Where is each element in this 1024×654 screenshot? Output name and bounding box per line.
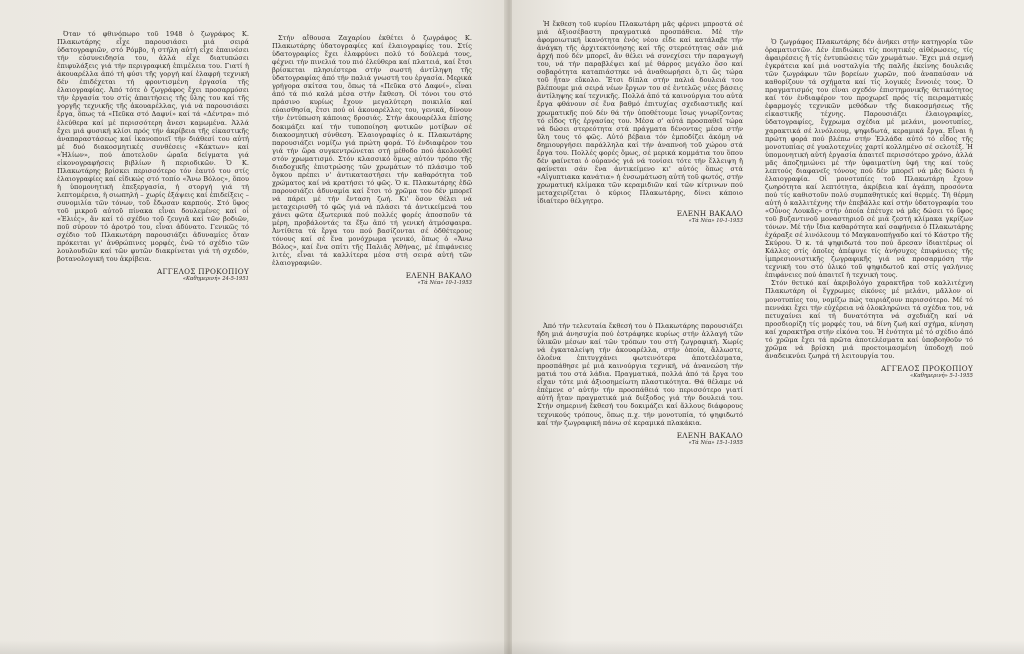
- review-text: Ὁ ζωγράφος Πλακωτάρης δέν ἀνήκει στήν κατηγορία τῶν ὀραματιστῶν. Δέν ἐπιδιώκει τίς ποιητικές αἰθέρωσεις, τίς ἀφαιρέσεις ἤ τίς ἐντυπώσεις τῶν χρωμάτων. Ἔχει μιά σεμνή ἐγκράτεια καί μιά νοσταλγία τῆς παλῆς ἐκείνης δουλειᾶς τῶν ζωγράφων τῶν βορείων χωρῶν, πού ἀναπαύσαν νά καθορίζουν τά σχήματα καί τίς λογικές ἔννοιές τους. Ὁ πραγματισμός του εἶναι σχεδόν ἐπιστημονικῆς θετικότητος καί τόν ἐνδιαφέρον του προχωρεῖ πρός τίς πειραματικές ἐφαρμογές τεχνικῶν μεθόδων τῆς διακοσμήσεως τῆς εἰκαστικῆς τέχνης. Παρουσιάζει ἐλαιογραφίες, ὑδατογραφίες, ἔγχρωμα σχέδια μέ μελάνι, μονοτυπίες, χαρακτικά σέ λινόλεουμ, ψηφιδωτά, κεραμικά ἔργα. Εἶναι ἡ πρώτη φορά πού βλέπω στήν Ἑλλάδα αὐτό τό εἶδος τῆς μονοτυπίας σέ γυαλοτεχνίες χαρτί κολλημένο σέ σελοτέξ. Ἡ ὑπομονητική αὐτή ἐργασία ἀπαιτεῖ περισσότερο χρόνο, ἀλλά μᾶς ἀποζημιώνει μέ τήν ὑφαιματίνη ὑφή της καί τούς λεπτούς διαφανεῖς τόνους πού δέν μπορεῖ νά μᾶς δώσει ἡ ἐλαιογραφία. Οἱ μονοτυπίες τοῦ Πλακωτάρη ἔχουν ζωηρότητα καί λεπτότητα, ἀκρίβεια καί ἀγάπη, προσόντα πού τίς καθιστοῦν πολύ συμπαθητικές καί θερμές. Τή θέρμη αὐτή ὁ καλλιτέχνης τήν ἐπεβάλλε καί στήν ὑδατογραφία του «Οὖνος Λουκᾶς» στήν ὁποία ἐπέτυχε νά μᾶς δώσει τό ὕφος τοῦ βυζαντινοῦ μοναστηριοῦ σέ μιά ζεστή κλίμακα γκρίζων τόνων. Μέ τήν ἴδια καθαρότητα καί σαφήνεια ὁ Πλακωτάρης ἐχάραξε σέ λινόλεουμ τό Μαγκανοπήγαδο καί τό Κάστρο τῆς Σκύρου. Ὁ κ. τά ψηφιδωτά του πού ἄρεσαν ἰδιαιτέρως οἱ Κάλλες στίς ὁποῖες ἀπέφυγε τίς ἀνήσυχες ἐπιφάνειες τῆς ἰμπρεσιονιστικῆς ζωγραφικῆς γιά νά προσαρμόση τήν τεχνική του στό ὑλικό τοῦ ψηφιδωτοῦ καί στίς γαλήνιες ἐπιφάνειες πού ἀπαιτεῖ ἡ τεχνική τους.: [765, 38, 973, 280]
- review-text: Στήν αἴθουσα Ζαχαρίου ἐκθέτει ὁ ζωγράφος Κ. Πλακωτάρης ὑδατογραφίες καί ἐλαιογραφίες του. Στίς ὑδατογραφίες ἔχει ἐλαφρύνει πολύ τό δούλεμά τους, φέχνει τήν πινελιά του πιό ἐλεύθερα καί πλατειά, καί ἔτσι βρίσκεται πλησιέστερα στήν σωστή ἀντίληψη τῆς ὑδατογραφίας ἀπό τήν παλιά γνωστή του ἐργασία. Μερικά γρήγορα σκίτσα του, ὅπως τά «Πεῦκα στό Δαφνί», εἶναι ἀπό τά πιό καλά μέσα στήν ἔκθεση. Οἱ τόνοι του στό πράσινο κυρίως ἔχουν μεγαλύτερη ποικιλία καί εὐαισθησία, ἔτσι πού οἱ ἀκουαρέλλες του, γενικά, δίνουν τήν ἐντύπωση κάποιας δροσιάς. Στήν ἀκουαρέλλα ἐπίσης δοκιμάζει καί τήν τυποποίηση φυτικῶν μοτίβων σέ διακοσμητική σύνθεση. Ἐλαιογραφίες ὁ κ. Πλακωτάρης παρουσιάζει νομίζω γιά πρώτη φορά. Τό ἐνδιαφέρον του γιά τήν ὥρα συγκεντρώνεται στή μέθοδο πού ἀκολουθεῖ στόν χρωματισμό. Στόν κλασσικό ὅμως αὐτόν τρόπο τῆς διαδοχικῆς ἐπιστρώσης τῶν χρωμάτων τό πλάσιμο τοῦ ὄγκου πρέπει ν' ἀντικαταστήσει τήν καθαρότητα τοῦ χρώματος καί νά κρατήσει τό φῶς. Ὁ κ. Πλακωτάρης ἐδῶ παρουσιάζει ἀδυναμία καί ἔτσι τό χρῶμα του δέν μπορεῖ νά πάρει μέ τήν ἔνταση ζωή. Κι' ὅσον θέλει νά μεταχειρισθῆ τό φῶς γιά νά πλάσει τά ἀντικείμενά του χάνει φῶτα ἐξωτερικά πού πολλές φορές ἀποσποῦν τά μέρη, προβάλοντάς τα ἔξω ἀπό τή γενική ἀτμόσφαιρα. Ἀντίθετα τά ἔργα του πού βασίζονται σέ ὁδθέτερους τόνους καί σέ ἕνα μονόχρωμα γενικό, ὅπως ὁ «Ἄνω Βόλος», καί ἕνα σπίτι τῆς Παλιᾶς Ἀθήνας, μέ ἐπιφάνειες λιτές, εἶναι τά καλλίτερα μέσα στή σειρά αὐτή τῶν ἐλαιογραφιῶν.: [272, 34, 472, 268]
- review-column-3-top: [537, 20, 743, 225]
- review-source: «Καθημερινή» 24-5-1951: [182, 276, 249, 283]
- right-page: [512, 0, 1024, 654]
- review-author: ΕΛΕΝΗ ΒΑΚΑΛΟ: [405, 271, 472, 281]
- left-page: [0, 0, 508, 654]
- review-source: «Τά Νέα» 10-1-1953: [688, 218, 743, 225]
- review-author: ΕΛΕΝΗ ΒΑΚΑΛΟ: [676, 209, 743, 219]
- review-source: «Τά Νέα» 15-1-1955: [688, 439, 743, 446]
- review-author: ΑΓΓΕΛΟΣ ΠΡΟΚΟΠΙΟΥ: [157, 267, 249, 277]
- review-author: ΑΓΓΕΛΟΣ ΠΡΟΚΟΠΙΟΥ: [881, 363, 973, 373]
- review-column-3-bottom: [537, 322, 743, 447]
- review-author: ΕΛΕΝΗ ΒΑΚΑΛΟ: [676, 430, 743, 440]
- review-text: Ἡ ἔκθεση τοῦ κυρίου Πλακωτάρη μᾶς φέρνει μπροστά σέ μιά ἀξιοσέβαστη πραγματικά προσπάθεια. Μέ τήν ἀφομοιωτική ἱκανότητα ἑνός νέου εἶδε καί κατάλαβε τήν ἀνάγκη τῆς ἀρχιτεκτόνησης καί τῆς στερεότητας σάν μιά ἀρχή πού δέν μπορεῖ, ἄν θέλει νά συνεχίσει τήν παραγωγή του, νά τήν παραβλέψει καί μέ θάρρος μεγάλο ὅσο καί σοβαρότητα καταπιάστηκε νά ἀναθεωρήσει ὅ,τι ὥς τώρα τοῦ ἦταν εὔκολο. Ἔτσι δίπλα στήν παλιά δουλειά του βλέπουμε μιά σειρά νέων ἔργων του σέ ἐντελῶς νέες βάσεις ἀντίληψης καί τεχνικῆς. Πολλά ἀπό τά καινούργια του αὐτά ἔργα φθάνουν σέ ἕνα βαθμό ἐπιτυχίας σχεδιαστικῆς καί χρωματικῆς πού δέν θά τήν ὑποθέτουμε ἴσως γνωρίζοντας τό εἶδος τῆς ἐργασίας του. Μέσα σ' αὐτά προσπαθεῖ τώρα νά δώσει στερεότητα στά πράγματα δένοντας μέσα στήν ὕλη τους τό φῶς. Αὐτό βέβαια τόν ἐμποδίζει ἀκόμη νά δημιουργήσει παράλληλα καί τήν ἀναπνοή τοῦ χώρου στά ἔργα του. Πολλές φορές ὅμως, σέ μερικά κομμάτια του ὅπου δέν φαίνεται ὁ οὐρανός γιά νά τονίσει τότε τήν ἔλλειψη ἤ φαίνεται σάν ἕνα ἀντικείμενο κι' αὐτός ὅπως στά «Αἰγυπτιακα κανάτια» ἡ ἐνσωμάτωση αὐτή τοῦ φωτός, στήν χρωματική κλίμακα τῶν κεραμιδιῶν καί τῶν κίτρινων πού μεταχειρίζεται ὁ κύριος Πλακωτάρης, δίνει κάποιο ἰδιαίτερο θέλγητρο.: [537, 20, 743, 206]
- scan-bottom-shadow: [0, 640, 1024, 654]
- review-text-continued: Στόν θετικό καί ἀκριβολόγο χαρακτῆρα τοῦ καλλιτέχνη Πλακωτάρη οἱ ἔγχρωμες εἰκόνες μέ μελάνι, μᾶλλον οἱ μονοτυπίες του, νομίζω πώς ταιριάζουν περισσότερο. Μέ τό πεννάκι ἔχει τήν εὐχέρεια νά ὁλοκληρώνει τά σχέδια του, νά πετυχαίνει καί τή δυνατότητα νά σχεδιάζη καί νά προσδιορίζη τίς μορφές του, νά δίνη ζωή καί σχήμα, κίνηση καί χαρακτῆρα στήν εἰκόνα του. Ἡ ἑνότητα μέ τό σχέδιο ἀπό τό χρῶμα ἔχει τά πρῶτα ἀποτελέσματα καί ὑποβοηθοῦν τό χρῶμα νά βρίσκη μιά προετοιμασμένη ὑποδοχή πού ἀναδεικνύει ζωηρά τή λειτουργία του.: [765, 279, 973, 360]
- review-column-4: [765, 38, 973, 380]
- review-text: Όταν τό φθινόπωρο τοῦ 1948 ὁ ζωγράφος Κ. Πλακωτάρης εἶχε παρουσιάσει μιά σειρά ὑδατογραφιῶν, στό Ρόμβο, ἡ στήλη αὐτή εἶχε ἐπαινέσει τήν εὐσυνειδησία του, ἀλλά εἶχε διατυπώσει ἐπιφυλάξεις γιά τήν περιγραφική ἐπιμέλεια του. Γιατί ἡ ἀκουαρέλλα ἀπό τή φύσι τῆς γοργή καί ἐλαφρή τεχνική δέν ἐπιδέχεται τή φροντισμένη ἐργασία τῆς ἐλαιογραφίας. Ἀπό τότε ὁ ζωγράφος ἔχει προσαρμόσει τήν ἐργασία του στίς ἀπαιτήσεις τῆς ὕλης του καί τῆς γοργῆς τεχνικῆς τῆς ἀκουαρέλλας, γιά νά παρουσιάσει ἔργα, ὅπως τά «Πεῦκα στό Δαφνί» καί τά «Δέντρα» πιό ἐλεύθερα καί μέ περισσότερη ἄνεσι καμωμένα. Ἀλλά ἔχει μιά φυσική κλίσι πρός τήν ἀκρίβεια τῆς εἰκαστικῆς ἀναπαραστάσεως καί ἱκανοποιεῖ τήν διάθεσί του αὐτή μέ δυό διακοσμητικές συνθέσεις «Κάκτων» καί «Ἡλίων», πού ἀποτελοῦν ὡραῖα δείγματα γιά εἰκονογραφήσεις βιβλίων ἤ περιοδικῶν. Ὁ Κ. Πλακωτάρης βρίσκει περισσότερο τόν ἑαυτό του στίς ἐλαιογραφίες καί εἰδικώς στό τοπίο «Ἄνω Βόλος», ὅπου ἡ ὑπομονητική ἐπεξεργασία, ἡ στοργή γιά τή λεπτομέρεια, ἡ σιωπηλή – χωρίς ἐξάψεις καί ἐπιδείξεις – συνομιλία τῶν τόνων, τοῦ ἔδωσαν καρπούς. Στό ὕφος τοῦ μικροῦ αὐτοῦ πίνακα εἶναι δουλεμένες καί οἱ «Ἐλιές», ἄν καί τό σχέδιο τοῦ ζευγιᾶ καί τῶν βοδιῶν, ποῦ σύρουν τό ἀροτρό του, εἶναι ἀδύνατο. Γενικῶς τό σχέδιο τοῦ Πλακωτάρη παρουσιάζει ἀδυναμίες ὅταν πρόκειται γι' ἀνθρώπινες μορφές, ἐνῶ τό σχέδιο τῶν λουλουδιῶν καί τῶν φυτῶν διακρίνεται γιά τή σχεδόν, βοτανολογική του ἀκρίβεια.: [57, 30, 249, 264]
- review-source: «Τά Νέα» 10-1-1953: [417, 280, 472, 287]
- review-source: «Καθημερινή» 5-1-1955: [910, 372, 973, 379]
- review-text: Ἀπό τήν τελευταία ἔκθεσή του ὁ Πλακωτάρης παρουσιάζει ἤδη μιά ἀνησυχία πού ἐστράφηκε κυρίως στήν ἀλλαγή τῶν ὑλικῶν μέσων καί τῶν τρόπων του στή ζωγραφική. Χωρίς νά ἐγκαταλείψη τήν ἀκουαρέλλα, στήν ὁποία, ἄλλωστε, ὁλοένα ἐπιτυγχάνει φωτεινότερα ἀποτελέσματα, προσπάθησε μέ μιά καινούργια τεχνική, νά ἀνανεώση τήν ματιά του στά λάδια. Πραγματικά, πολλά ἀπό τά ἔργα του εἶχαν τότε μιά ἀξιοσημείωτη πλαστικότητα. Θά θέλαμε νά ἐπέμενε σ' αὐτήν τήν προσπάθειά του περισσότερο γιατί αὐτή ἦταν πραγματικά μιά διέξοδος γιά τήν δουλειά του. Στήν σημερινή ἔκθεσή του δοκιμάζει καί ἄλλους διάφορους τεχνικούς τρόπους, ὅπως π.χ. τήν μονοτυπία, τό ψηφιδωτό καί τήν ζωγραφική πάνω σέ κεραμικά πλακάκια.: [537, 322, 743, 427]
- review-column-2: [272, 34, 472, 287]
- review-column-1: [57, 30, 249, 283]
